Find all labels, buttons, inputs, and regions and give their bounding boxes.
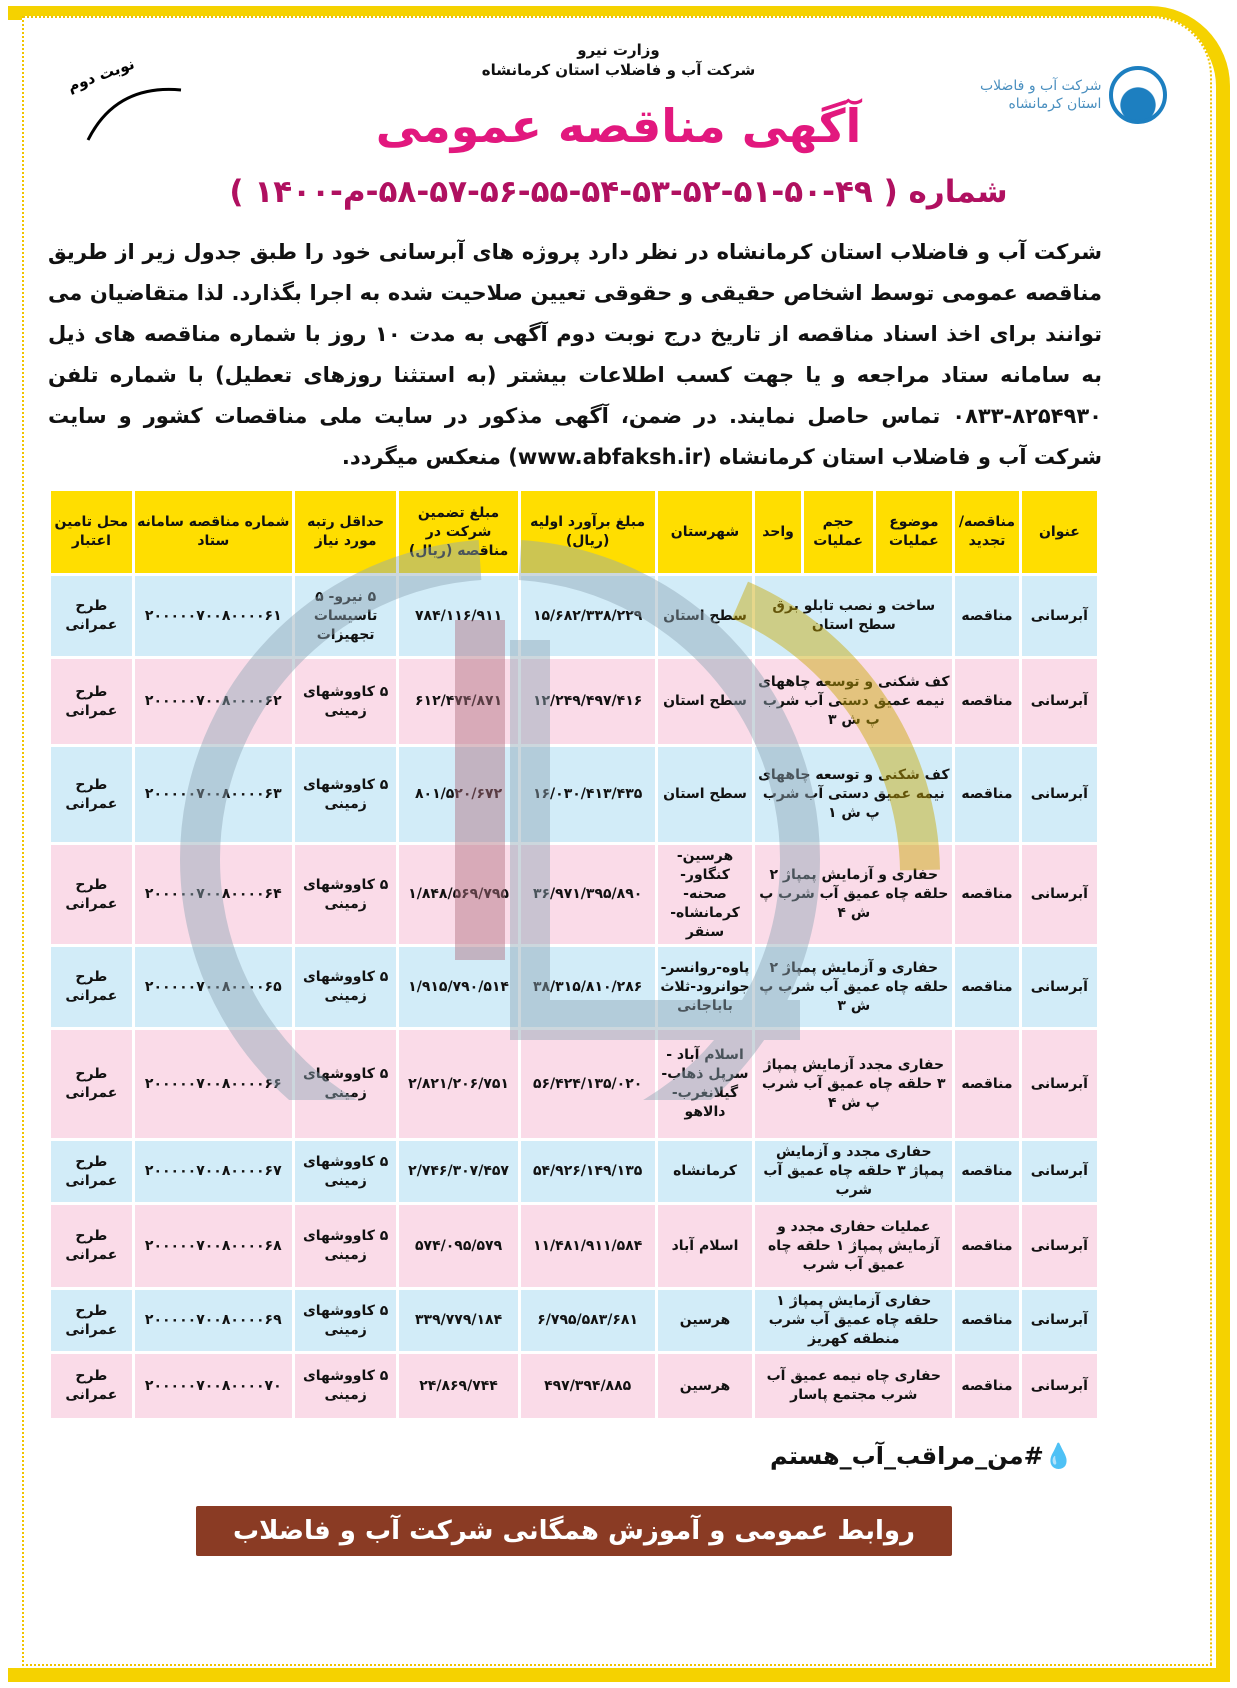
cell-city: پاوه-روانسر- جوانرود-ثلاث باباجانی <box>658 947 753 1027</box>
tender-table <box>48 488 1100 1421</box>
cell-subject: حفاری مجدد آزمایش پمپاژ ۳ حلقه چاه عمیق آب شرب پ ش ۴ <box>755 1030 952 1138</box>
cell-tender-no: ۲۰۰۰۰۰۷۰۰۸۰۰۰۰۶۶ <box>135 1030 292 1138</box>
cell-title: آبرسانی <box>1022 1205 1097 1287</box>
cell-funding: طرح عمرانی <box>51 747 132 842</box>
cell-type: مناقصه <box>955 1354 1019 1418</box>
cell-estimate: ۳۶/۹۷۱/۳۹۵/۸۹۰ <box>521 845 655 944</box>
cell-tender-no: ۲۰۰۰۰۰۷۰۰۸۰۰۰۰۶۴ <box>135 845 292 944</box>
cell-estimate: ۴۹۷/۳۹۴/۸۸۵ <box>521 1354 655 1418</box>
cell-city: هرسین <box>658 1354 753 1418</box>
cell-rank: ۵ کاووشهای زمینی <box>295 1354 397 1418</box>
cell-title: آبرسانی <box>1022 947 1097 1027</box>
cell-rank: ۵ کاووشهای زمینی <box>295 659 397 744</box>
cell-funding: طرح عمرانی <box>51 947 132 1027</box>
cell-city: سطح استان <box>658 576 753 656</box>
cell-subject: حفاری چاه نیمه عمیق آب شرب مجتمع پاسار <box>755 1354 952 1418</box>
cell-type: مناقصه <box>955 845 1019 944</box>
table-row <box>51 659 1097 744</box>
cell-title: آبرسانی <box>1022 1030 1097 1138</box>
column-header: واحد <box>755 491 800 573</box>
cell-guarantee: ۲۴/۸۶۹/۷۴۴ <box>399 1354 517 1418</box>
cell-city: اسلام آباد <box>658 1205 753 1287</box>
hashtag <box>770 1442 1074 1470</box>
column-header: موضوع عملیات <box>876 491 953 573</box>
column-header: حداقل رتبه مورد نیاز <box>295 491 397 573</box>
cell-title: آبرسانی <box>1022 1290 1097 1351</box>
cell-guarantee: ۲/۸۲۱/۲۰۶/۷۵۱ <box>399 1030 517 1138</box>
water-drop-icon: 💧 <box>1043 1442 1074 1470</box>
table-row <box>51 1030 1097 1138</box>
cell-guarantee: ۱/۹۱۵/۷۹۰/۵۱۴ <box>399 947 517 1027</box>
cell-estimate: ۱۶/۰۳۰/۴۱۳/۴۳۵ <box>521 747 655 842</box>
cell-type: مناقصه <box>955 576 1019 656</box>
cell-funding: طرح عمرانی <box>51 576 132 656</box>
cell-type: مناقصه <box>955 947 1019 1027</box>
cell-tender-no: ۲۰۰۰۰۰۷۰۰۸۰۰۰۰۶۷ <box>135 1141 292 1202</box>
cell-rank: ۵ کاووشهای زمینی <box>295 1205 397 1287</box>
logo-text-line2: استان کرمانشاه <box>1008 96 1102 112</box>
column-header: مبلغ تضمین شرکت در مناقصه (ریال) <box>399 491 517 573</box>
notice-title: آگهی مناقصه عمومی <box>375 99 862 153</box>
cell-guarantee: ۷۸۴/۱۱۶/۹۱۱ <box>399 576 517 656</box>
cell-funding: طرح عمرانی <box>51 1354 132 1418</box>
cell-guarantee: ۶۱۲/۴۷۴/۸۷۱ <box>399 659 517 744</box>
cell-funding: طرح عمرانی <box>51 1141 132 1202</box>
cell-title: آبرسانی <box>1022 659 1097 744</box>
cell-guarantee: ۵۷۴/۰۹۵/۵۷۹ <box>399 1205 517 1287</box>
cell-guarantee: ۲/۷۴۶/۳۰۷/۴۵۷ <box>399 1141 517 1202</box>
cell-rank: ۵ کاووشهای زمینی <box>295 845 397 944</box>
cell-tender-no: ۲۰۰۰۰۰۷۰۰۸۰۰۰۰۷۰ <box>135 1354 292 1418</box>
cell-subject: حفاری و آزمایش پمپاژ ۲ حلقه چاه عمیق آب شرب پ ش ۴ <box>755 845 952 944</box>
footer-banner: روابط عمومی و آموزش همگانی شرکت آب و فاضلاب استان کرمانشاه <box>196 1506 952 1556</box>
cell-title: آبرسانی <box>1022 1141 1097 1202</box>
cell-subject: عملیات حفاری مجدد و آزمایش پمپاژ ۱ حلقه چاه عمیق آب شرب <box>755 1205 952 1287</box>
notice-number: شماره ( ۴۹-۵۰-۵۱-۵۲-۵۳-۵۴-۵۵-۵۶-۵۷-۵۸-م-۱۴۰۰ ) <box>229 174 1008 210</box>
table-row <box>51 1205 1097 1287</box>
cell-city: سطح استان <box>658 747 753 842</box>
cell-type: مناقصه <box>955 747 1019 842</box>
cell-estimate: ۵۴/۹۲۶/۱۴۹/۱۳۵ <box>521 1141 655 1202</box>
cell-title: آبرسانی <box>1022 747 1097 842</box>
cell-rank: ۵ کاووشهای زمینی <box>295 1141 397 1202</box>
intro-paragraph: شرکت آب و فاضلاب استان کرمانشاه در نظر دارد پروژه های آبرسانی خود را طبق جدول زیر از طریق مناقصه عمومی توسط اشخاص حقیقی و حقوقی تعیین صلاحیت شده به اجرا بگذارد. لذا متقاضیان می توانند برای اخذ اسناد مناقصه از تاریخ درج نوبت دوم آگهی به مدت ۱۰ روز با شماره مناقصه های ذیل به سامانه ستاد مراجعه و یا جهت کسب اطلاعات بیشتر (به استثنا روزهای تعطیل) با شماره تلفن ۸۲۵۴۹۳۰-۰۸۳۳ تماس حاصل نمایند. در ضمن، آگهی مذکور در سایت ملی مناقصات کشور و سایت شرکت آب و فاضلاب استان کرمانشاه (www.abfaksh.ir) منعکس میگردد. <box>48 240 1102 469</box>
round-label: نوبت دوم <box>65 54 137 96</box>
table-row <box>51 1290 1097 1351</box>
cell-subject: حفاری و آزمایش پمپاژ ۲ حلقه چاه عمیق آب شرب پ ش ۳ <box>755 947 952 1027</box>
cell-type: مناقصه <box>955 1205 1019 1287</box>
table-row <box>51 947 1097 1027</box>
cell-title: آبرسانی <box>1022 845 1097 944</box>
cell-estimate: ۶/۷۹۵/۵۸۳/۶۸۱ <box>521 1290 655 1351</box>
cell-tender-no: ۲۰۰۰۰۰۷۰۰۸۰۰۰۰۶۸ <box>135 1205 292 1287</box>
cell-subject: حفاری مجدد و آزمایش پمپاژ ۳ حلقه چاه عمیق آب شرب <box>755 1141 952 1202</box>
cell-tender-no: ۲۰۰۰۰۰۷۰۰۸۰۰۰۰۶۹ <box>135 1290 292 1351</box>
table-row <box>51 1354 1097 1418</box>
table-row <box>51 845 1097 944</box>
cell-tender-no: ۲۰۰۰۰۰۷۰۰۸۰۰۰۰۶۱ <box>135 576 292 656</box>
cell-rank: ۵ کاووشهای زمینی <box>295 1030 397 1138</box>
table-row <box>51 747 1097 842</box>
cell-estimate: ۱۱/۴۸۱/۹۱۱/۵۸۴ <box>521 1205 655 1287</box>
table-header-row <box>51 491 1097 573</box>
cell-city: کرمانشاه <box>658 1141 753 1202</box>
table-row <box>51 1141 1097 1202</box>
hashtag-text: #من_مراقب_آب_هستم <box>770 1442 1044 1470</box>
logo-text-line1: شرکت آب و فاضلاب <box>980 78 1102 94</box>
cell-funding: طرح عمرانی <box>51 1290 132 1351</box>
cell-type: مناقصه <box>955 659 1019 744</box>
column-header: مناقصه/ تجدید <box>955 491 1019 573</box>
table-row <box>51 576 1097 656</box>
cell-type: مناقصه <box>955 1030 1019 1138</box>
cell-funding: طرح عمرانی <box>51 1030 132 1138</box>
cell-city: سطح استان <box>658 659 753 744</box>
cell-estimate: ۱۲/۲۴۹/۴۹۷/۴۱۶ <box>521 659 655 744</box>
ministry-name: وزارت نیرو <box>577 41 660 59</box>
column-header: شهرستان <box>658 491 753 573</box>
cell-funding: طرح عمرانی <box>51 845 132 944</box>
column-header: حجم عملیات <box>804 491 873 573</box>
cell-rank: ۵ نیرو- ۵ تاسیسات تجهیزات <box>295 576 397 656</box>
cell-estimate: ۱۵/۶۸۲/۳۳۸/۲۲۹ <box>521 576 655 656</box>
cell-guarantee: ۸۰۱/۵۲۰/۶۷۲ <box>399 747 517 842</box>
cell-estimate: ۳۸/۳۱۵/۸۱۰/۲۸۶ <box>521 947 655 1027</box>
cell-subject: کف شکنی و توسعه چاههای نیمه عمیق دستی آب شرب پ ش ۳ <box>755 659 952 744</box>
cell-rank: ۵ کاووشهای زمینی <box>295 947 397 1027</box>
cell-title: آبرسانی <box>1022 576 1097 656</box>
column-header: شماره مناقصه سامانه ستاد <box>135 491 292 573</box>
cell-city: اسلام آباد - سرپل ذهاب- گیلانغرب- دالاهو <box>658 1030 753 1138</box>
cell-city: هرسین <box>658 1290 753 1351</box>
cell-city: هرسین- کنگاور-صحنه- کرمانشاه-سنقر <box>658 845 753 944</box>
cell-funding: طرح عمرانی <box>51 659 132 744</box>
column-header: محل تامین اعتبار <box>51 491 132 573</box>
column-header: مبلغ برآورد اولیه (ریال) <box>521 491 655 573</box>
cell-title: آبرسانی <box>1022 1354 1097 1418</box>
cell-guarantee: ۱/۸۴۸/۵۶۹/۷۹۵ <box>399 845 517 944</box>
cell-type: مناقصه <box>955 1290 1019 1351</box>
column-header: عنوان <box>1022 491 1097 573</box>
cell-tender-no: ۲۰۰۰۰۰۷۰۰۸۰۰۰۰۶۲ <box>135 659 292 744</box>
cell-type: مناقصه <box>955 1141 1019 1202</box>
cell-rank: ۵ کاووشهای زمینی <box>295 747 397 842</box>
cell-tender-no: ۲۰۰۰۰۰۷۰۰۸۰۰۰۰۶۵ <box>135 947 292 1027</box>
cell-estimate: ۵۶/۴۲۴/۱۳۵/۰۲۰ <box>521 1030 655 1138</box>
cell-subject: حفاری آزمایش پمپاژ ۱ حلقه چاه عمیق آب شرب منطقه کهریز <box>755 1290 952 1351</box>
cell-subject: ساخت و نصب تابلو برق سطح استان <box>755 576 952 656</box>
cell-guarantee: ۳۳۹/۷۷۹/۱۸۴ <box>399 1290 517 1351</box>
cell-tender-no: ۲۰۰۰۰۰۷۰۰۸۰۰۰۰۶۳ <box>135 747 292 842</box>
cell-funding: طرح عمرانی <box>51 1205 132 1287</box>
cell-rank: ۵ کاووشهای زمینی <box>295 1290 397 1351</box>
cell-subject: کف شکنی و توسعه چاههای نیمه عمیق دستی آب شرب پ ش ۱ <box>755 747 952 842</box>
company-name: شرکت آب و فاضلاب استان کرمانشاه <box>481 61 756 79</box>
